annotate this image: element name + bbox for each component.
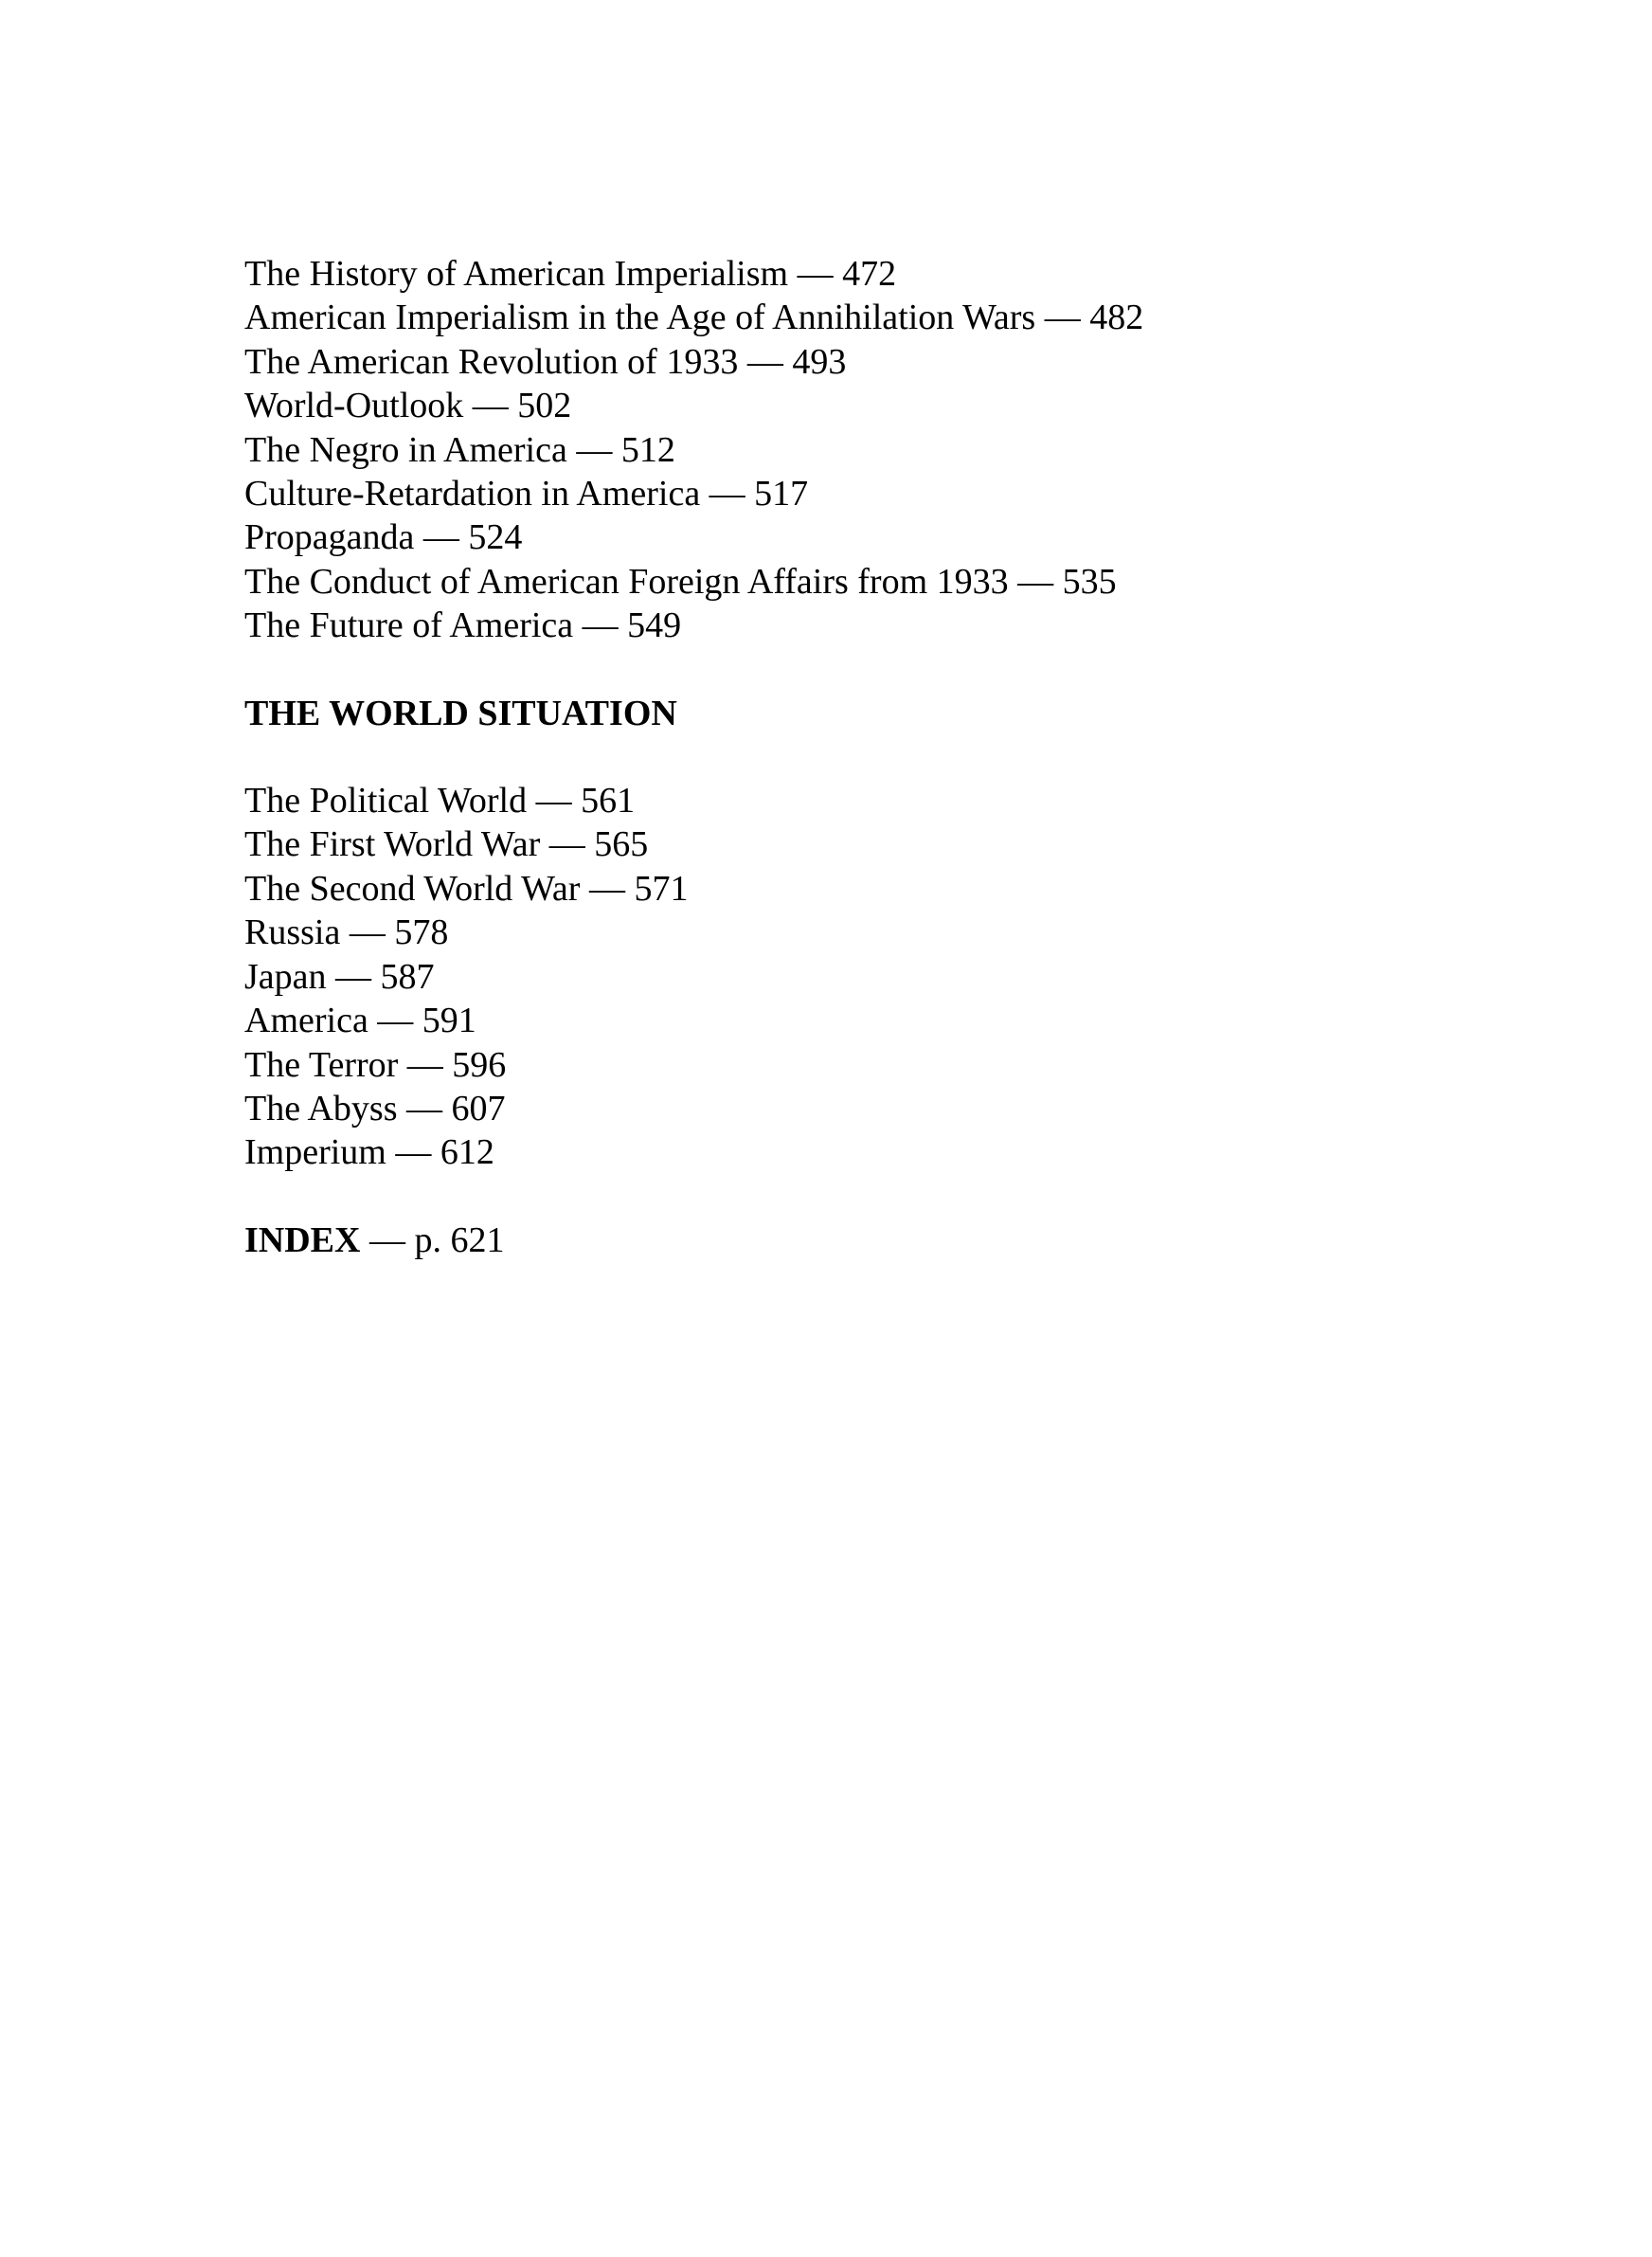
toc-entry: Propaganda — 524 xyxy=(244,517,523,558)
toc-entry: World-Outlook — 502 xyxy=(244,386,572,426)
index-entry xyxy=(244,1219,1381,1262)
section-heading-world-situation: THE WORLD SITUATION xyxy=(244,693,677,733)
index-label: INDEX xyxy=(244,1219,361,1260)
toc-entry: Culture-Retardation in America — 517 xyxy=(244,474,809,515)
toc-entry: The First World War — 565 xyxy=(244,824,649,865)
toc-entry: The Abyss — 607 xyxy=(244,1088,506,1128)
toc-entry: The Conduct of American Foreign Affairs from 1933 — 535 xyxy=(244,561,1117,602)
toc-entry: The Negro in America — 512 xyxy=(244,429,675,470)
toc-entry: The History of American Imperialism — 472 xyxy=(244,254,897,294)
toc-list-american xyxy=(244,252,1381,648)
index-page-ref: — p. 621 xyxy=(360,1219,505,1260)
table-of-contents xyxy=(244,252,1381,1262)
toc-entry: Russia — 578 xyxy=(244,912,449,953)
toc-entry: The Second World War — 571 xyxy=(244,868,689,909)
toc-entry: America — 591 xyxy=(244,1001,476,1041)
toc-list-world-situation xyxy=(244,779,1381,1175)
toc-entry: The Terror — 596 xyxy=(244,1044,507,1085)
toc-entry: The Future of America — 549 xyxy=(244,605,682,646)
toc-entry: The Political World — 561 xyxy=(244,781,636,822)
toc-entry: Japan — 587 xyxy=(244,956,435,997)
toc-entry: The American Revolution of 1933 — 493 xyxy=(244,341,847,382)
toc-entry: Imperium — 612 xyxy=(244,1132,494,1173)
toc-entry: American Imperialism in the Age of Annihilation Wars — 482 xyxy=(244,298,1144,338)
